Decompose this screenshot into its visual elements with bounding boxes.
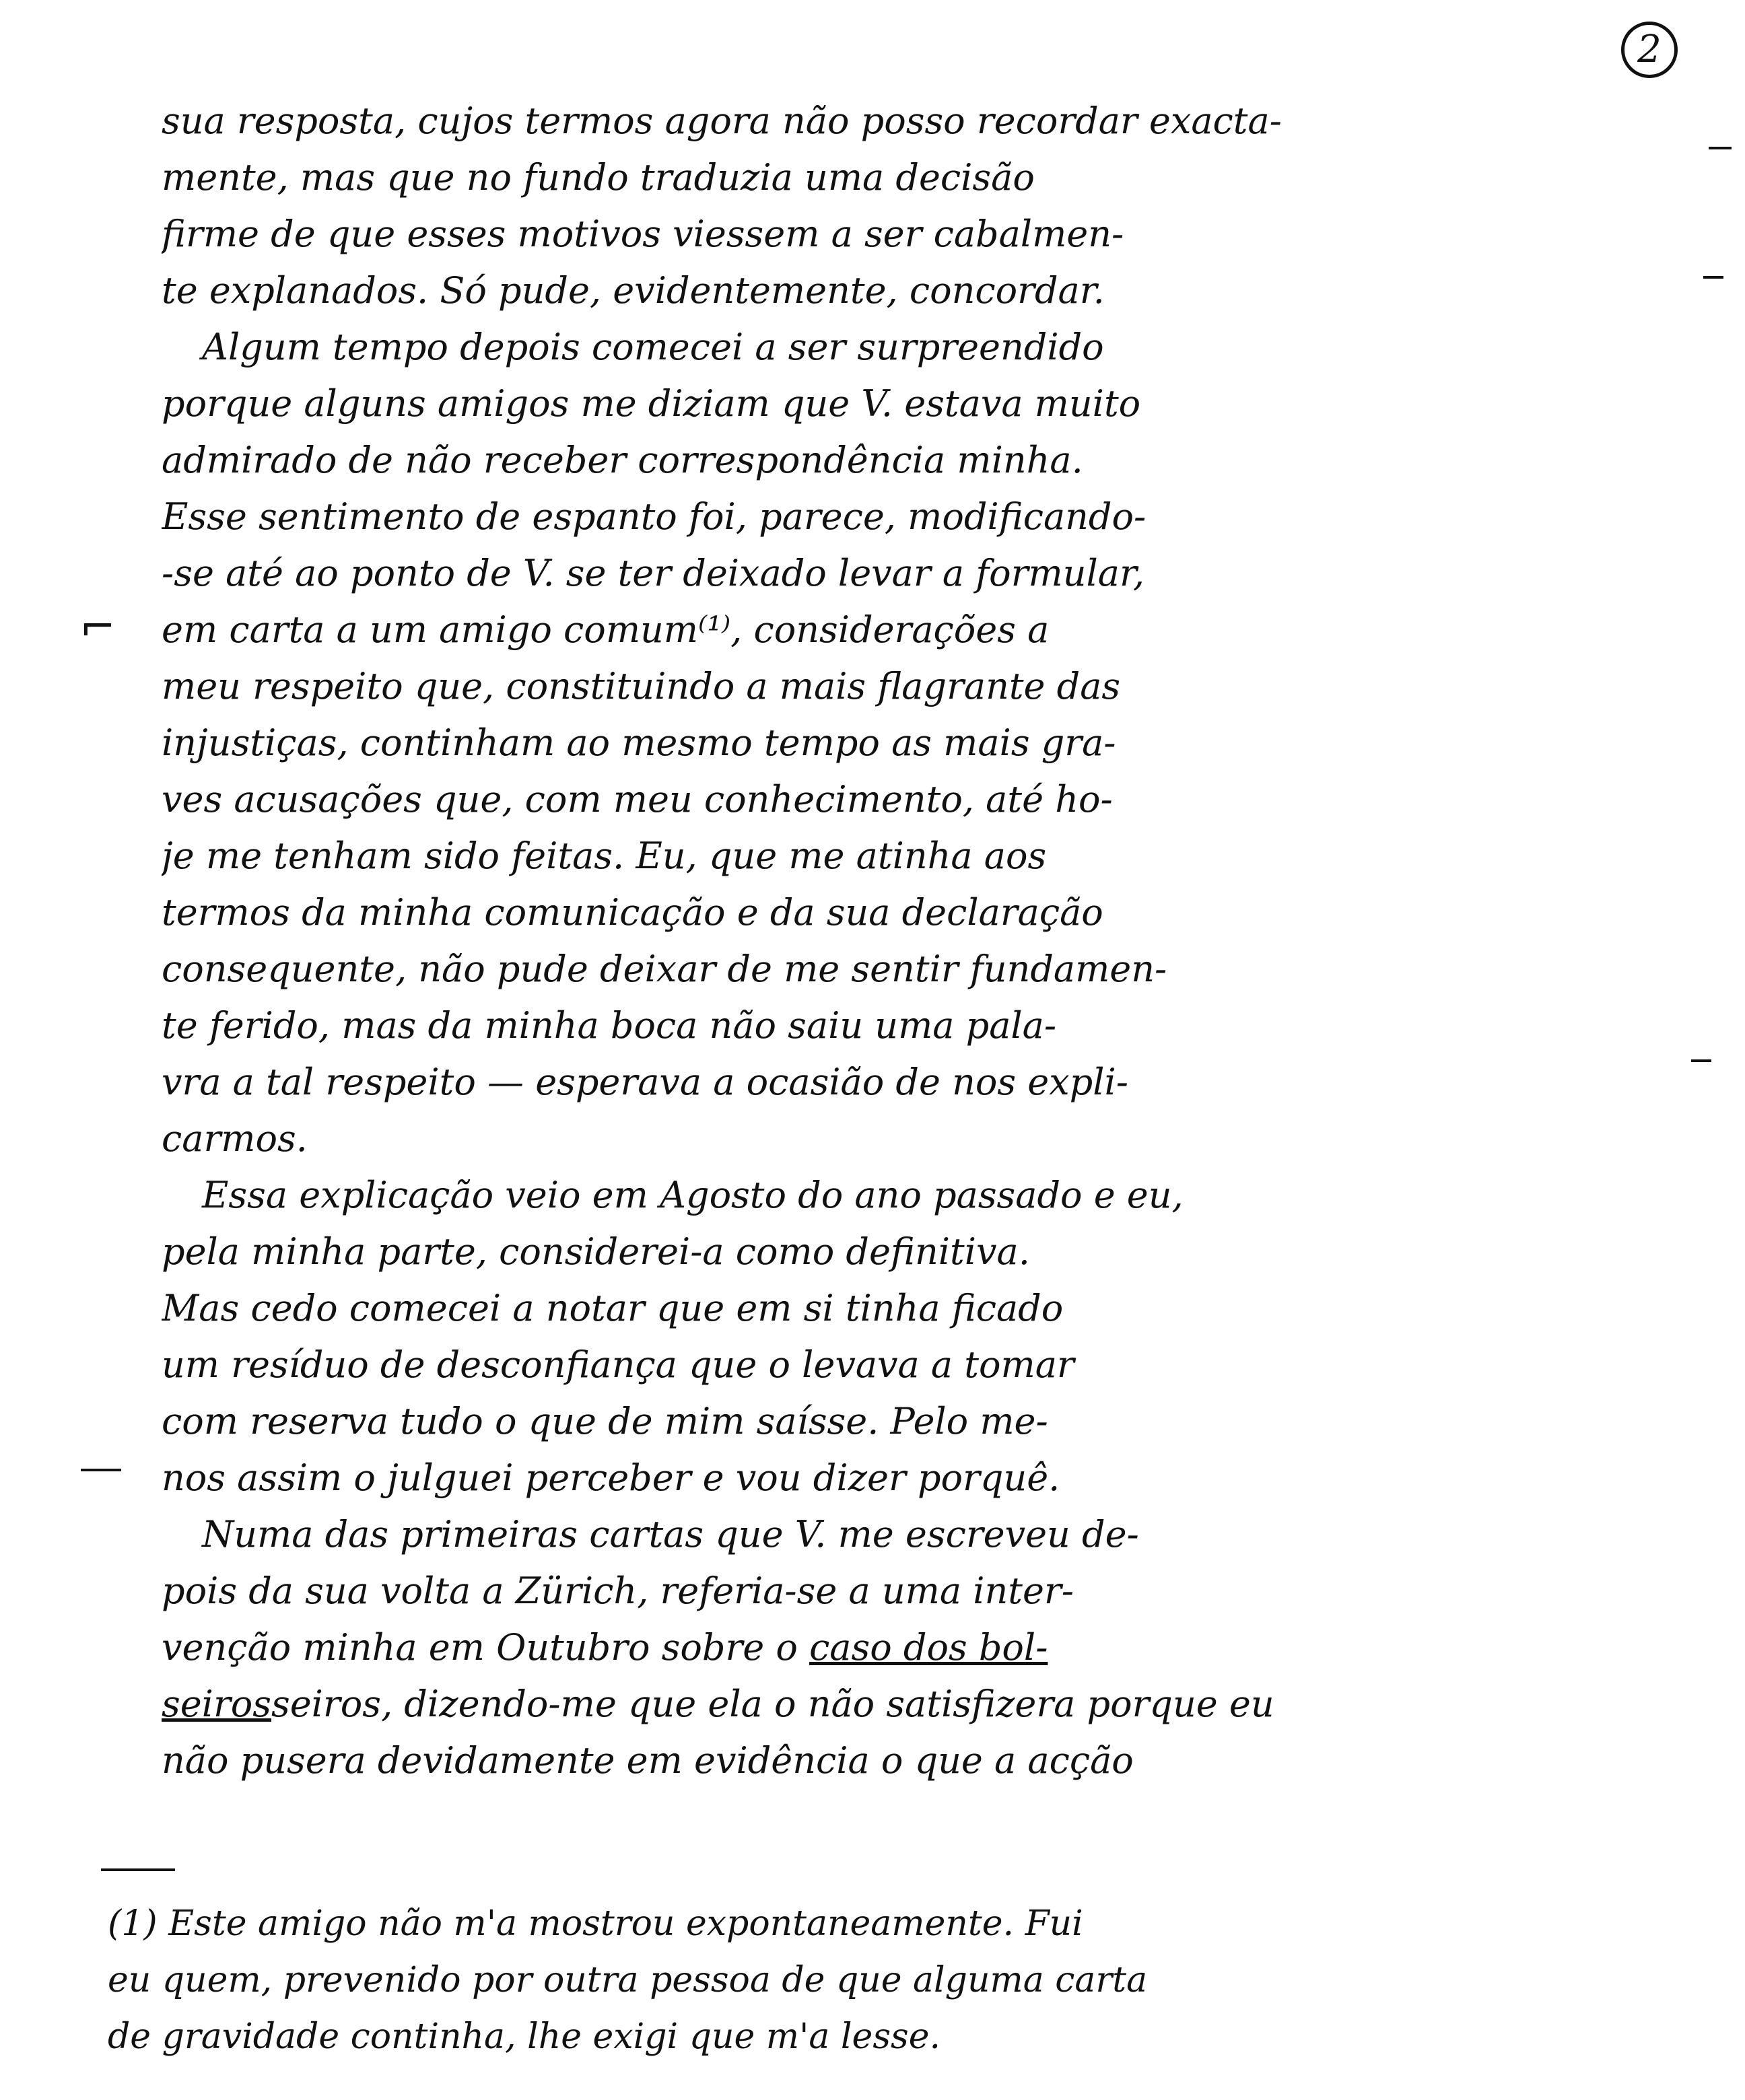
text-line: je me tenham sido feitas. Eu, que me atinha aos: [162, 835, 1047, 877]
text-segment: venção minha em Outubro sobre o: [162, 1626, 810, 1669]
margin-dash-mark: [81, 1469, 121, 1471]
text-line: pela minha parte, considerei-a como definitiva.: [162, 1230, 1030, 1273]
page-number: 2: [1637, 28, 1662, 71]
line-end-dash: [1703, 276, 1723, 279]
text-line: sua resposta, cujos termos agora não posso recordar exacta-: [162, 100, 1282, 142]
text-line: injustiças, continham ao mesmo tempo as mais gra-: [162, 722, 1116, 764]
text-line: Essa explicação veio em Agosto do ano passado e eu,: [202, 1174, 1184, 1216]
text-line: mente, mas que no fundo traduzia uma decisão: [162, 156, 1035, 199]
footnote-line: eu quem, prevenido por outra pessoa de que alguma carta: [108, 1960, 1148, 2000]
text-line: -se até ao ponto de V. se ter deixado levar a formular,: [162, 552, 1145, 594]
text-line: carmos.: [162, 1117, 308, 1160]
text-line: Algum tempo depois comecei a ser surpreendido: [202, 326, 1104, 368]
text-line: admirado de não receber correspondência minha.: [162, 439, 1083, 481]
text-line: vra a tal respeito — esperava a ocasião de nos expli-: [162, 1061, 1129, 1103]
page-number-circled: [1621, 22, 1678, 78]
footnote: [108, 1895, 1697, 2065]
line-end-dash: [1691, 1059, 1711, 1062]
text-line: meu respeito que, constituindo a mais flagrante das: [162, 665, 1121, 707]
text-line: não pusera devidamente em evidência o que a acção: [162, 1739, 1134, 1782]
text-line: pois da sua volta a Zürich, referia-se a uma inter-: [162, 1570, 1074, 1612]
text-line: com reserva tudo o que de mim saísse. Pelo me-: [162, 1400, 1048, 1442]
text-line: firme de que esses motivos viessem a ser cabalmen-: [162, 213, 1124, 255]
line-end-dash: [1709, 147, 1732, 149]
text-line: [162, 1676, 1690, 1733]
footnote-line: de gravidade continha, lhe exigi que m'a lesse.: [108, 2017, 941, 2057]
text-line: [162, 1619, 1690, 1676]
text-line: te explanados. Só pude, evidentemente, concordar.: [162, 269, 1105, 312]
text-line: termos da minha comunicação e da sua declaração: [162, 891, 1103, 934]
underlined-text: caso dos bol-: [809, 1626, 1048, 1669]
letter-body: [162, 93, 1690, 1789]
text-line: Esse sentimento de espanto foi, parece, modificando-: [162, 495, 1147, 538]
text-line: ves acusações que, com meu conhecimento, até ho-: [162, 778, 1113, 820]
text-line: porque alguns amigos me diziam que V. estava muito: [162, 382, 1141, 425]
underlined-text: seiros: [162, 1683, 271, 1725]
text-line: um resíduo de desconfiança que o levava a tomar: [162, 1343, 1074, 1386]
margin-bracket-mark: ⌐: [79, 602, 116, 652]
text-line: Mas cedo comecei a notar que em si tinha ficado: [162, 1287, 1064, 1329]
footnote-rule: [101, 1868, 175, 1871]
text-line: consequente, não pude deixar de me sentir fundamen-: [162, 948, 1167, 990]
text-line: te ferido, mas da minha boca não saiu uma pala-: [162, 1004, 1057, 1047]
text-segment: seiros, dizendo-me que ela o não satisfizera porque eu: [271, 1683, 1274, 1725]
text-line: nos assim o julguei perceber e vou dizer porquê.: [162, 1457, 1060, 1499]
text-line: Numa das primeiras cartas que V. me escreveu de-: [202, 1513, 1139, 1555]
text-line: em carta a um amigo comum⁽¹⁾, considerações a: [162, 608, 1050, 651]
footnote-line: (1) Este amigo não m'a mostrou expontaneamente. Fui: [108, 1903, 1083, 1944]
